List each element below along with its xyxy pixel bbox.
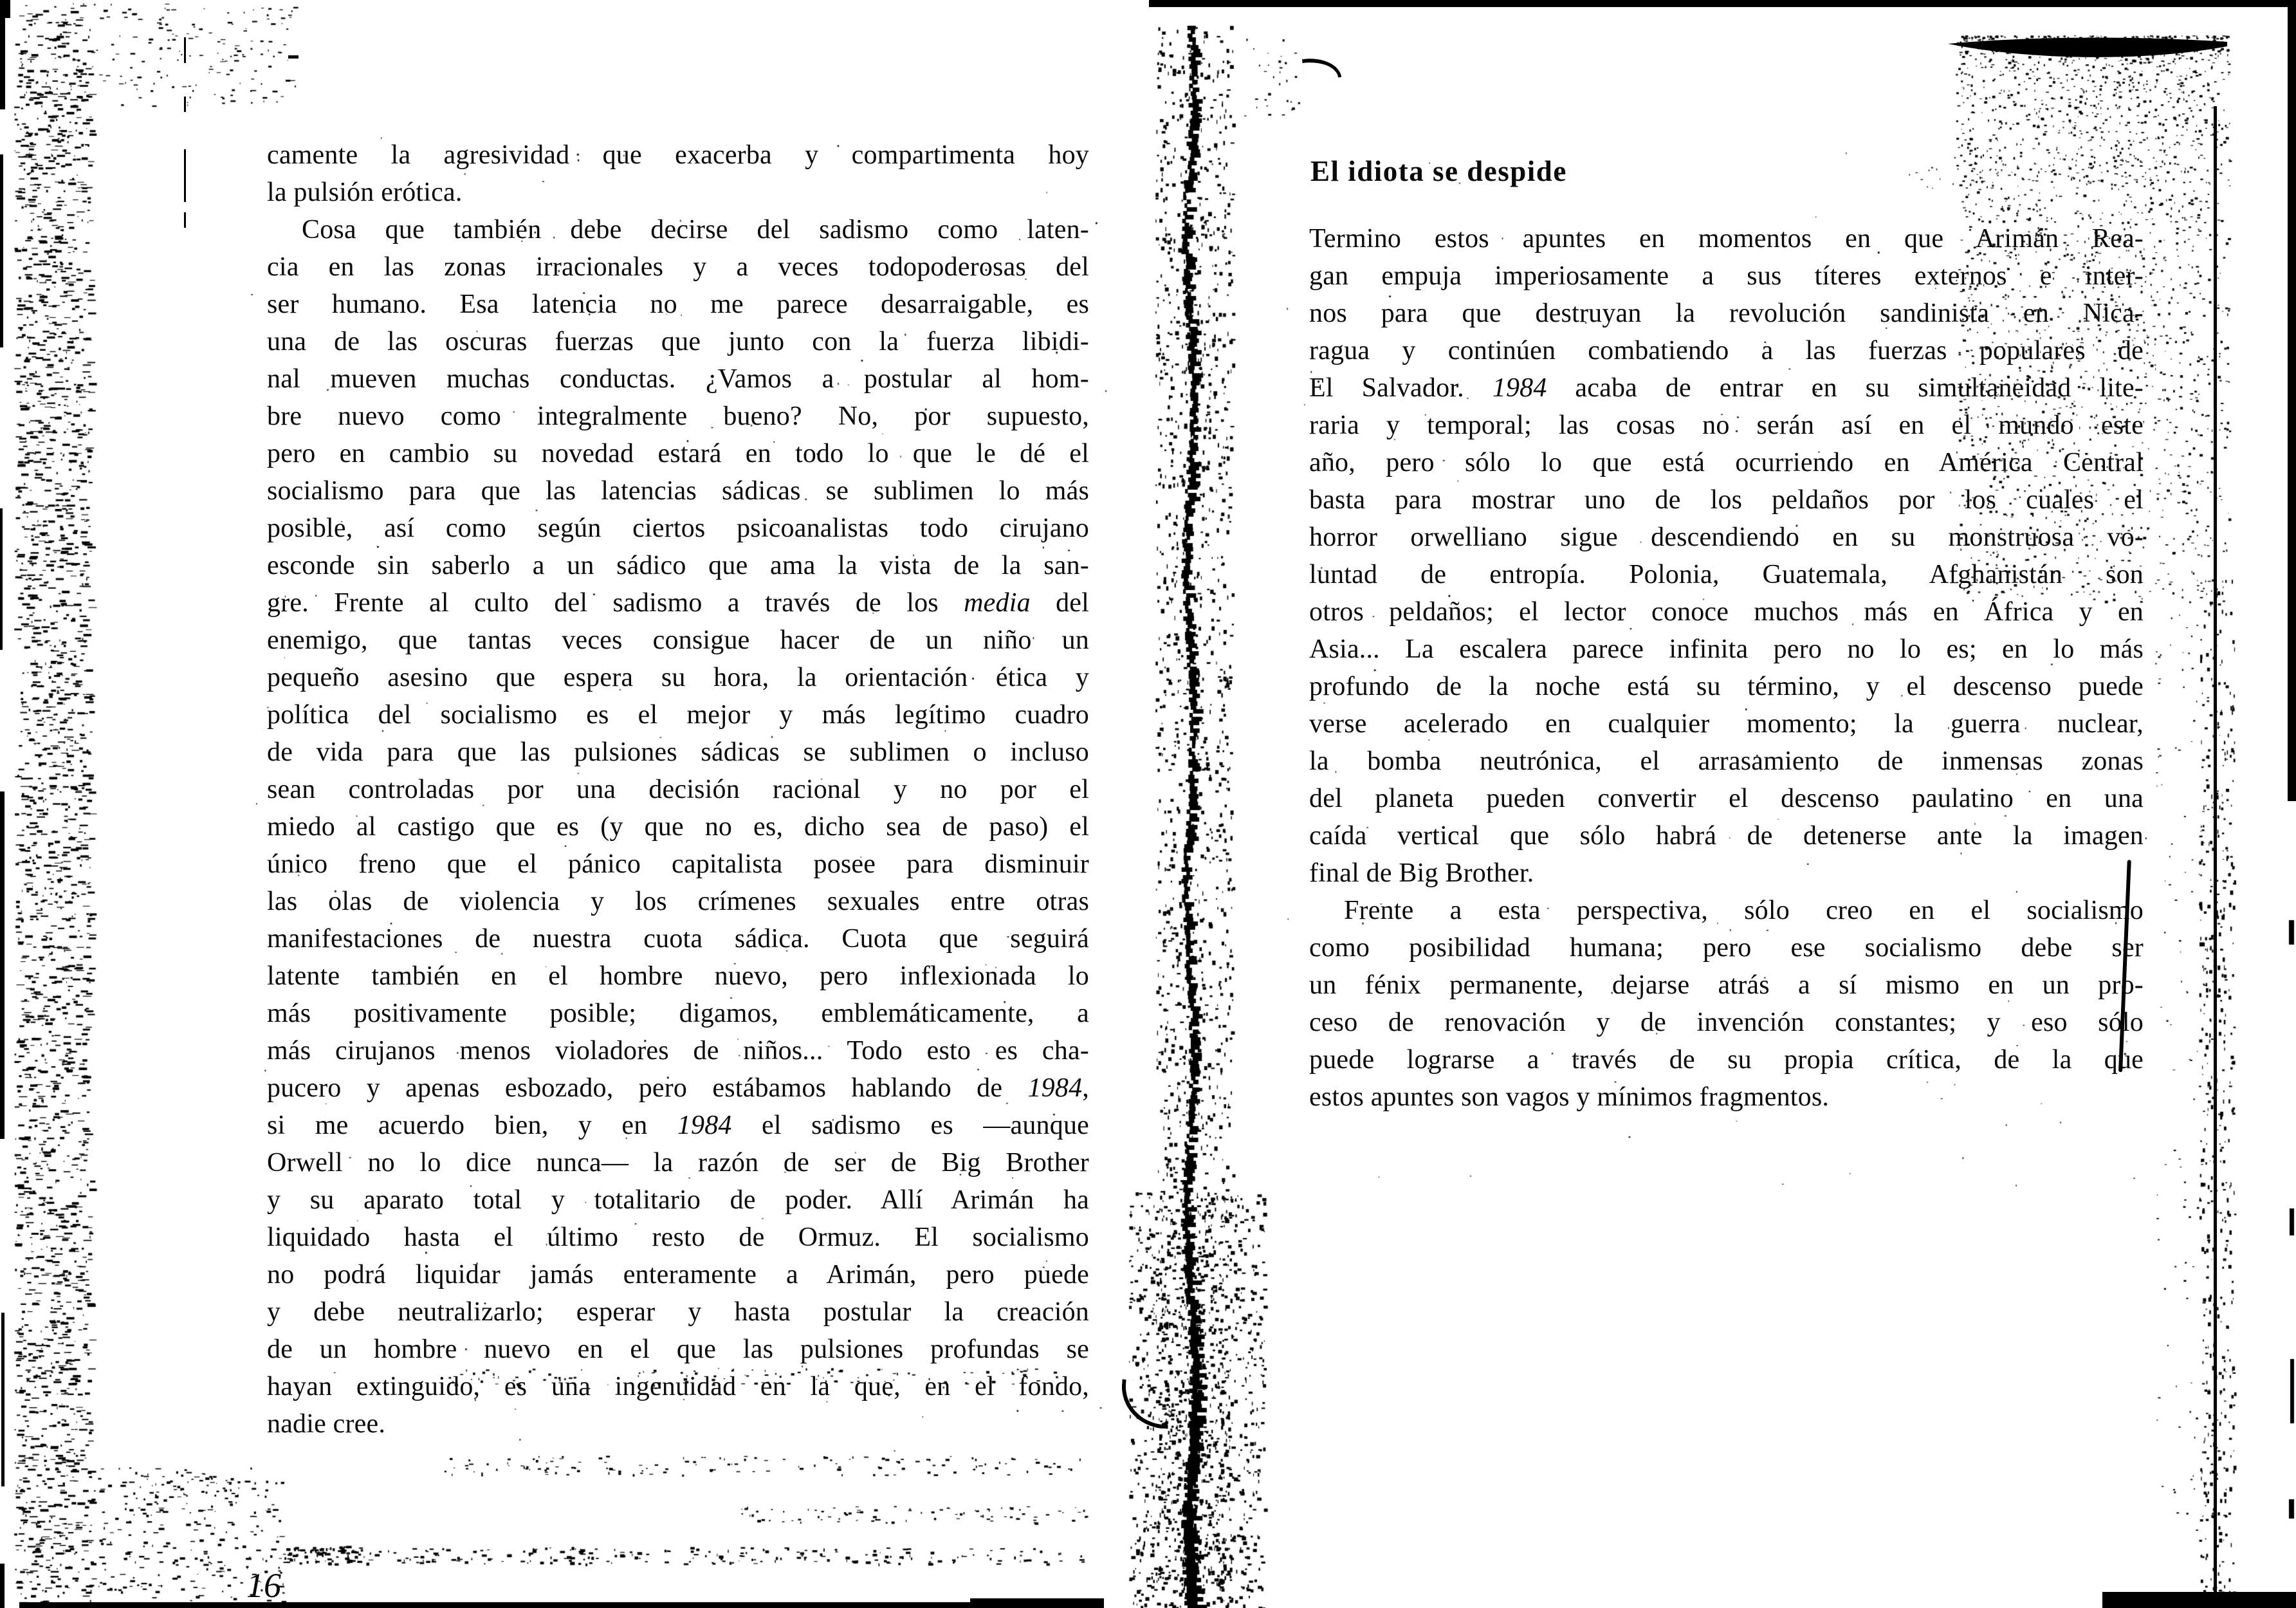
text-line: raria y temporal; las cosas no serán así en el mundo este	[1309, 411, 2144, 440]
text-line: hayan extinguido, es una ingenuidad en la que, en el fondo,	[267, 1372, 1089, 1401]
fold-line-dash	[184, 149, 186, 202]
text-line: si me acuerdo bien, y en 1984 el sadismo es —aunque	[267, 1111, 1089, 1140]
text-line: puede lograrse a través de su propia crítica, de la que	[1309, 1045, 2144, 1075]
text-line: Orwell no lo dice nunca— la razón de ser de Big Brother	[267, 1148, 1089, 1178]
text-line: único freno que el pánico capitalista posee para disminuir	[267, 849, 1089, 879]
fold-line-dash	[184, 37, 186, 63]
text-line: y su aparato total y totalitario de poder. Allí Arimán ha	[267, 1185, 1089, 1215]
text-line: de vida para que las pulsiones sádicas se sublimen o incluso	[267, 737, 1089, 767]
text-line: más cirujanos menos violadores de niños... Todo esto es cha-	[267, 1036, 1089, 1066]
scan-right-edge-bar	[2288, 0, 2296, 801]
text-line: final de Big Brother.	[1309, 858, 1534, 888]
text-line: más positivamente posible; digamos, emblemáticamente, a	[267, 999, 1089, 1028]
text-line: y debe neutralizarlo; esperar y hasta postular la creación	[267, 1297, 1089, 1327]
text-line: pucero y apenas esbozado, pero estábamos hablando de 1984,	[267, 1073, 1089, 1103]
text-line: año, pero sólo lo que está ocurriendo en América Central	[1309, 448, 2144, 477]
left-page-text	[267, 136, 1089, 1443]
text-line: liquidado hasta el último resto de Ormuz. El socialismo	[267, 1223, 1089, 1252]
text-line: pequeño asesino que espera su hora, la orientación ética y	[267, 663, 1089, 692]
scan-left-edge-strip	[0, 508, 3, 650]
text-line: nal mueven muchas conductas. ¿Vamos a postular al hom-	[267, 364, 1089, 394]
scan-bottom-edge-bar-left	[19, 1602, 971, 1608]
text-line: pero en cambio su novedad estará en todo lo que le dé el	[267, 439, 1089, 468]
text-line: enemigo, que tantas veces consigue hacer de un niño un	[267, 625, 1089, 655]
text-line: ragua y continúen combatiendo a las fuerzas populares de	[1309, 336, 2144, 365]
text-line: nos para que destruyan la revolución sandinista en Nica-	[1309, 299, 2144, 328]
text-line: esconde sin saberlo a un sádico que ama la vista de la san-	[267, 551, 1089, 580]
text-line: sean controladas por una decisión racional y no por el	[267, 775, 1089, 804]
margin-tick-mark	[288, 55, 298, 59]
text-line: Frente a esta perspectiva, sólo creo en el socialismo	[1344, 896, 2144, 925]
text-line: no podrá liquidar jamás enteramente a Arimán, pero puede	[267, 1260, 1089, 1289]
scan-bottom-edge-bar-right	[2102, 1592, 2296, 1608]
text-line: basta para mostrar uno de los peldaños por los cuales el	[1309, 485, 2144, 515]
section-heading: El idiota se despide	[1310, 155, 1567, 187]
text-line: gre. Frente al culto del sadismo a través de los media del	[267, 588, 1089, 618]
text-line: horror orwelliano sigue descendiendo en su monstruosa vo-	[1309, 522, 2144, 552]
fold-line-dash	[184, 212, 186, 228]
text-line: gan empuja imperiosamente a sus títeres externos e inter-	[1309, 261, 2144, 291]
text-line: bre nuevo como integralmente bueno? No, por supuesto,	[267, 402, 1089, 431]
text-line: socialismo para que las latencias sádicas se sublimen lo más	[267, 476, 1089, 506]
text-line: caída vertical que sólo habrá de detenerse ante la imagen	[1309, 821, 2144, 851]
text-line: Termino estos apuntes en momentos en que Arimán Rea-	[1309, 224, 2144, 254]
text-line: una de las oscuras fuerzas que junto con la fuerza libidi-	[267, 327, 1089, 356]
text-line: la bomba neutrónica, el arrasamiento de inmensas zonas	[1309, 746, 2144, 776]
text-line: estos apuntes son vagos y mínimos fragmentos.	[1309, 1082, 1830, 1112]
text-line: El Salvador. 1984 acaba de entrar en su simultaneidad lite-	[1309, 373, 2144, 403]
text-line: como posibilidad humana; pero ese socialismo debe ser	[1309, 933, 2144, 963]
text-line: cia en las zonas irracionales y a veces todopoderosas del	[267, 252, 1089, 282]
text-line: luntad de entropía. Polonia, Guatemala, Afghanistán son	[1309, 560, 2144, 589]
scan-left-edge-strip	[0, 1564, 5, 1608]
text-line: de un hombre nuevo en el que las pulsiones profundas se	[267, 1335, 1089, 1364]
text-line: verse acelerado en cualquier momento; la guerra nuclear,	[1309, 709, 2144, 739]
text-line: Cosa que también debe decirse del sadismo como laten-	[302, 215, 1089, 245]
scan-left-edge-strip	[1, 1313, 5, 1486]
text-line: ceso de renovación y de invención constantes; y eso sólo	[1309, 1008, 2144, 1037]
text-line: profundo de la noche está su término, y el descenso puede	[1309, 672, 2144, 701]
scan-bottom-edge-bar-center	[970, 1598, 1104, 1608]
text-line: ser humano. Esa latencia no me parece desarraigable, es	[267, 290, 1089, 319]
text-line: del planeta pueden convertir el descenso paulatino en una	[1309, 784, 2144, 813]
page-number: 16	[246, 1566, 281, 1605]
text-line: un fénix permanente, dejarse atrás a sí mismo en un pro-	[1309, 970, 2144, 1000]
text-line: otros peldaños; el lector conoce muchos más en África y en	[1309, 597, 2144, 627]
scan-corner-block	[0, 0, 10, 18]
text-line: latente también en el hombre nuevo, pero inflexionada lo	[267, 961, 1089, 991]
text-line: miedo al castigo que es (y que no es, dicho sea de paso) el	[267, 812, 1089, 842]
text-line: camente la agresividad que exacerba y compartimenta hoy	[267, 140, 1089, 170]
text-line: nadie cree.	[267, 1409, 386, 1439]
text-line: las olas de violencia y los crímenes sexuales entre otras	[267, 887, 1089, 916]
text-line: política del socialismo es el mejor y más legítimo cuadro	[267, 700, 1089, 730]
text-line: posible, así como según ciertos psicoanalistas todo cirujano	[267, 513, 1089, 543]
scan-left-edge-strip	[0, 791, 5, 1139]
text-line: manifestaciones de nuestra cuota sádica. Cuota que seguirá	[267, 924, 1089, 954]
text-line: la pulsión erótica.	[267, 178, 463, 207]
scan-right-crease-line	[2214, 106, 2217, 1608]
text-line: Asia... La escalera parece infinita pero no lo es; en lo más	[1309, 634, 2144, 664]
scan-left-edge-strip	[0, 154, 3, 347]
fold-line-dash	[184, 97, 186, 112]
right-page-text	[1309, 220, 2144, 1116]
